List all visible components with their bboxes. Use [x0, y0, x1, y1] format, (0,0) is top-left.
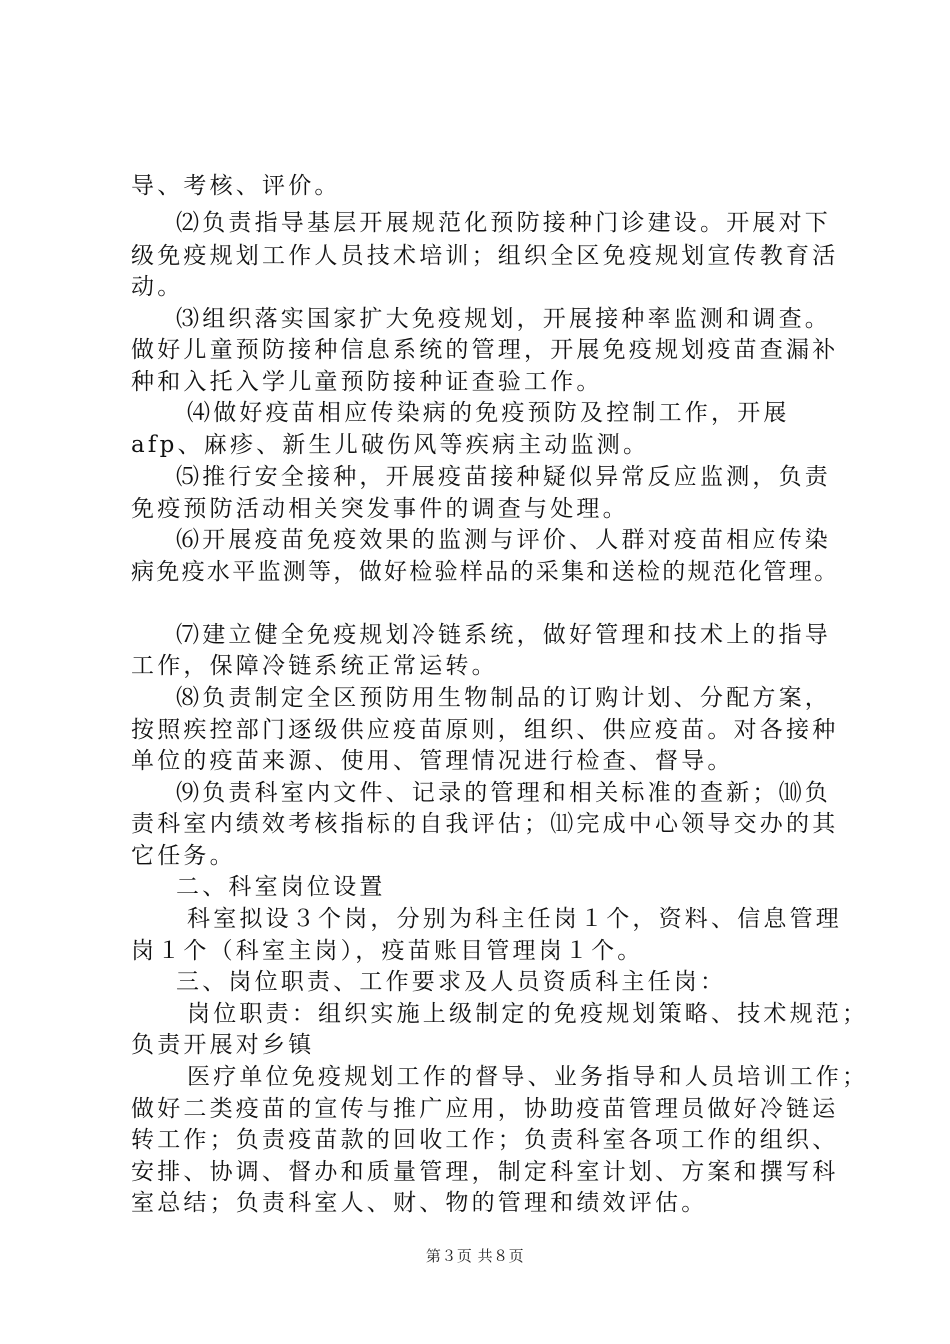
text-line: 它任务。 — [131, 843, 236, 869]
text-line: ⑼负责科室内文件、记录的管理和相关标准的查新；⑽负 — [176, 780, 831, 806]
text-line: 动。 — [131, 274, 184, 300]
text-line: 病免疫水平监测等，做好检验样品的采集和送检的规范化管理。 — [131, 559, 840, 585]
page-number: 第３页 共８页 — [425, 1247, 525, 1265]
section-heading: 三、岗位职责、工作要求及人员资质科主任岗： — [176, 969, 727, 995]
text-line: ⑵负责指导基层开展规范化预防接种门诊建设。开展对下 — [176, 210, 831, 236]
text-line: 按照疾控部门逐级供应疫苗原则，组织、供应疫苗。对各接种 — [131, 717, 839, 743]
text-line: 负责开展对乡镇 — [131, 1032, 315, 1058]
text-line: 种和入托入学儿童预防接种证查验工作。 — [131, 369, 603, 395]
text-line: 转工作；负责疫苗款的回收工作；负责科室各项工作的组织、 — [131, 1127, 839, 1153]
section-heading: 二、科室岗位设置 — [176, 874, 386, 900]
text-line: 岗１个（科室主岗），疫苗账目管理岗１个。 — [131, 938, 644, 964]
text-line: 做好儿童预防接种信息系统的管理，开展免疫规划疫苗查漏补 — [131, 337, 839, 363]
text-line: ⑶组织落实国家扩大免疫规划，开展接种率监测和调查。 — [176, 306, 831, 332]
text-line: 做好二类疫苗的宣传与推广应用，协助疫苗管理员做好冷链运 — [131, 1096, 839, 1122]
text-line: afp、麻疹、新生儿破伤风等疾病主动监测。 — [131, 432, 650, 458]
text-line: ⑷做好疫苗相应传染病的免疫预防及控制工作，开展 — [187, 400, 790, 426]
text-line: 单位的疫苗来源、使用、管理情况进行检查、督导。 — [131, 748, 734, 774]
text-line: ⑻负责制定全区预防用生物制品的订购计划、分配方案， — [176, 685, 831, 711]
text-line: 室总结；负责科室人、财、物的管理和绩效评估。 — [131, 1190, 708, 1216]
text-line: 医疗单位免疫规划工作的督导、业务指导和人员培训工作； — [187, 1064, 869, 1090]
text-line: 免疫预防活动相关突发事件的调查与处理。 — [131, 496, 629, 522]
text-line: ⑸推行安全接种，开展疫苗接种疑似异常反应监测，负责 — [176, 464, 831, 490]
text-line: ⑹开展疫苗免疫效果的监测与评价、人群对疫苗相应传染 — [176, 527, 831, 553]
text-line: 安排、协调、督办和质量管理，制定科室计划、方案和撰写科 — [131, 1159, 839, 1185]
text-line: 工作，保障冷链系统正常运转。 — [131, 653, 498, 679]
text-line: ⑺建立健全免疫规划冷链系统，做好管理和技术上的指导 — [176, 622, 831, 648]
text-line: 岗位职责：组织实施上级制定的免疫规划策略、技术规范； — [187, 1001, 869, 1027]
text-line: 科室拟设３个岗，分别为科主任岗１个，资料、信息管理 — [187, 906, 842, 932]
text-line: 导、考核、评价。 — [131, 173, 341, 199]
text-line: 级免疫规划工作人员技术培训；组织全区免疫规划宣传教育活 — [131, 243, 839, 269]
text-line: 责科室内绩效考核指标的自我评估；⑾完成中心领导交办的其 — [131, 811, 839, 837]
